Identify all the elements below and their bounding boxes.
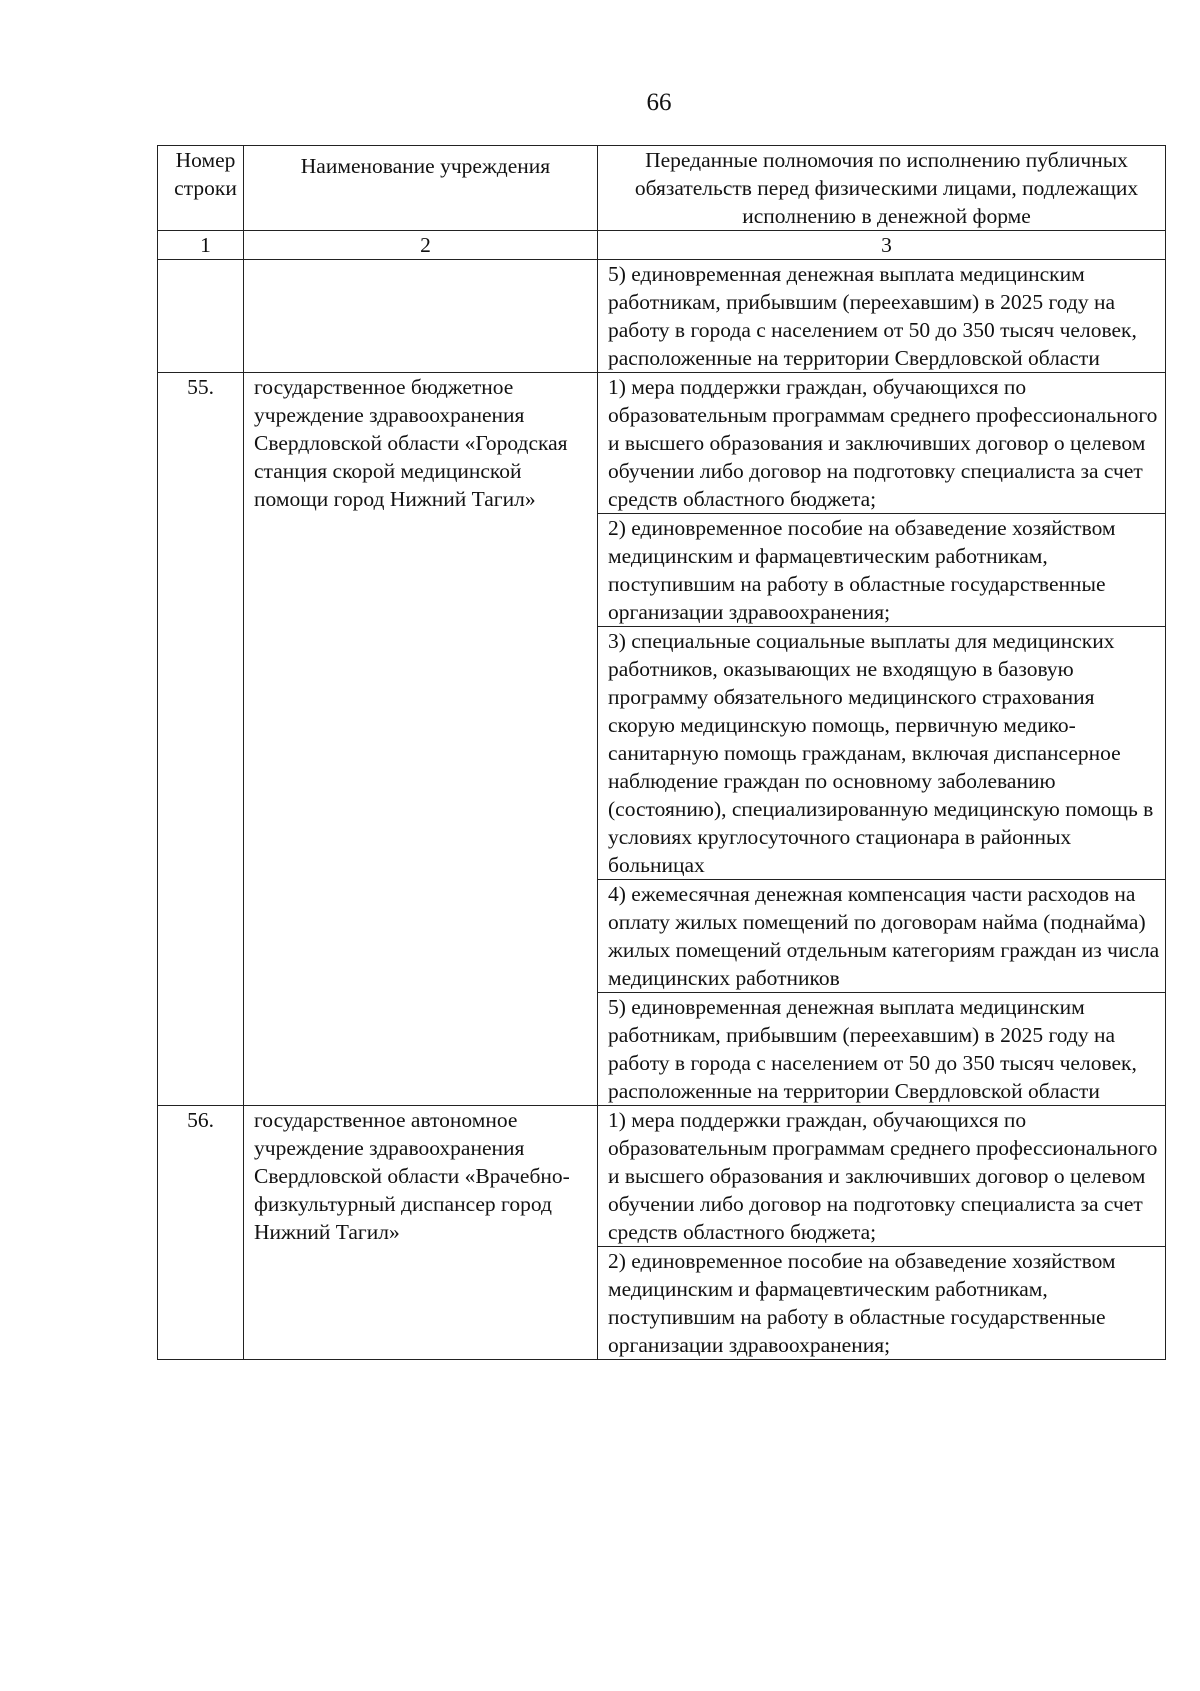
table-header-row (158, 146, 1166, 231)
table-row (158, 373, 1166, 514)
column-number-2: 2 (244, 231, 598, 260)
institution-name: государственное автономное учреждение здравоохранения Свердловской области «Врачебно-физкультурный диспансер город Нижний Тагил» (244, 1106, 598, 1360)
obligation-item: 3) специальные социальные выплаты для медицинских работников, оказывающих не входящую в базовую программу обязательного медицинского страхования скорую медицинскую помощь, первичную медико-санитарную помощь гражданам, включая диспансерное наблюдение граждан по основному заболеванию (состоянию), специализированную медицинскую помощь в условиях круглосуточного стационара в районных больницах (598, 627, 1166, 880)
obligation-item: 2) единовременное пособие на обзаведение хозяйством медицинским и фармацевтическим работникам, поступившим на работу в областные государственные организации здравоохранения; (598, 1247, 1166, 1360)
page-number: 66 (646, 89, 672, 116)
column-number-3: 3 (598, 231, 1166, 260)
table-row (158, 1106, 1166, 1247)
obligation-item: 5) единовременная денежная выплата медицинским работникам, прибывшим (переехавшим) в 2025 году на работу в города с населением от 50 до 350 тысяч человек, расположенные на территории Свердловской области (598, 260, 1166, 373)
header-obligations: Переданные полномочия по исполнению публичных обязательств перед физическими лицами, подлежащих исполнению в денежной форме (598, 146, 1166, 231)
obligation-item: 1) мера поддержки граждан, обучающихся по образовательным программам среднего профессионального и высшего образования и заключивших договор о целевом обучении либо договор на подготовку специалиста за счет средств областного бюджета; (598, 1106, 1166, 1247)
header-row-number: Номер строки (158, 146, 244, 231)
obligation-item: 5) единовременная денежная выплата медицинским работникам, прибывшим (переехавшим) в 2025 году на работу в города с населением от 50 до 350 тысяч человек, расположенные на территории Свердловской области (598, 993, 1166, 1106)
column-number-row (158, 231, 1166, 260)
obligation-item: 2) единовременное пособие на обзаведение хозяйством медицинским и фармацевтическим работникам, поступившим на работу в областные государственные организации здравоохранения; (598, 514, 1166, 627)
table-row-continuation (158, 260, 1166, 373)
continuation-number-cell (158, 260, 244, 373)
header-institution-name: Наименование учреждения (244, 146, 598, 231)
obligation-item: 1) мера поддержки граждан, обучающихся по образовательным программам среднего профессионального и высшего образования и заключивших договор о целевом обучении либо договор на подготовку специалиста за счет средств областного бюджета; (598, 373, 1166, 514)
obligation-item: 4) ежемесячная денежная компенсация части расходов на оплату жилых помещений по договорам найма (поднайма) жилых помещений отдельным категориям граждан из числа медицинских работников (598, 880, 1166, 993)
row-number: 55. (158, 373, 244, 1106)
institution-name: государственное бюджетное учреждение здравоохранения Свердловской области «Городская станция скорой медицинской помощи город Нижний Тагил» (244, 373, 598, 1106)
row-number: 56. (158, 1106, 244, 1360)
continuation-name-cell (244, 260, 598, 373)
column-number-1: 1 (158, 231, 244, 260)
obligations-table (157, 145, 1166, 1360)
